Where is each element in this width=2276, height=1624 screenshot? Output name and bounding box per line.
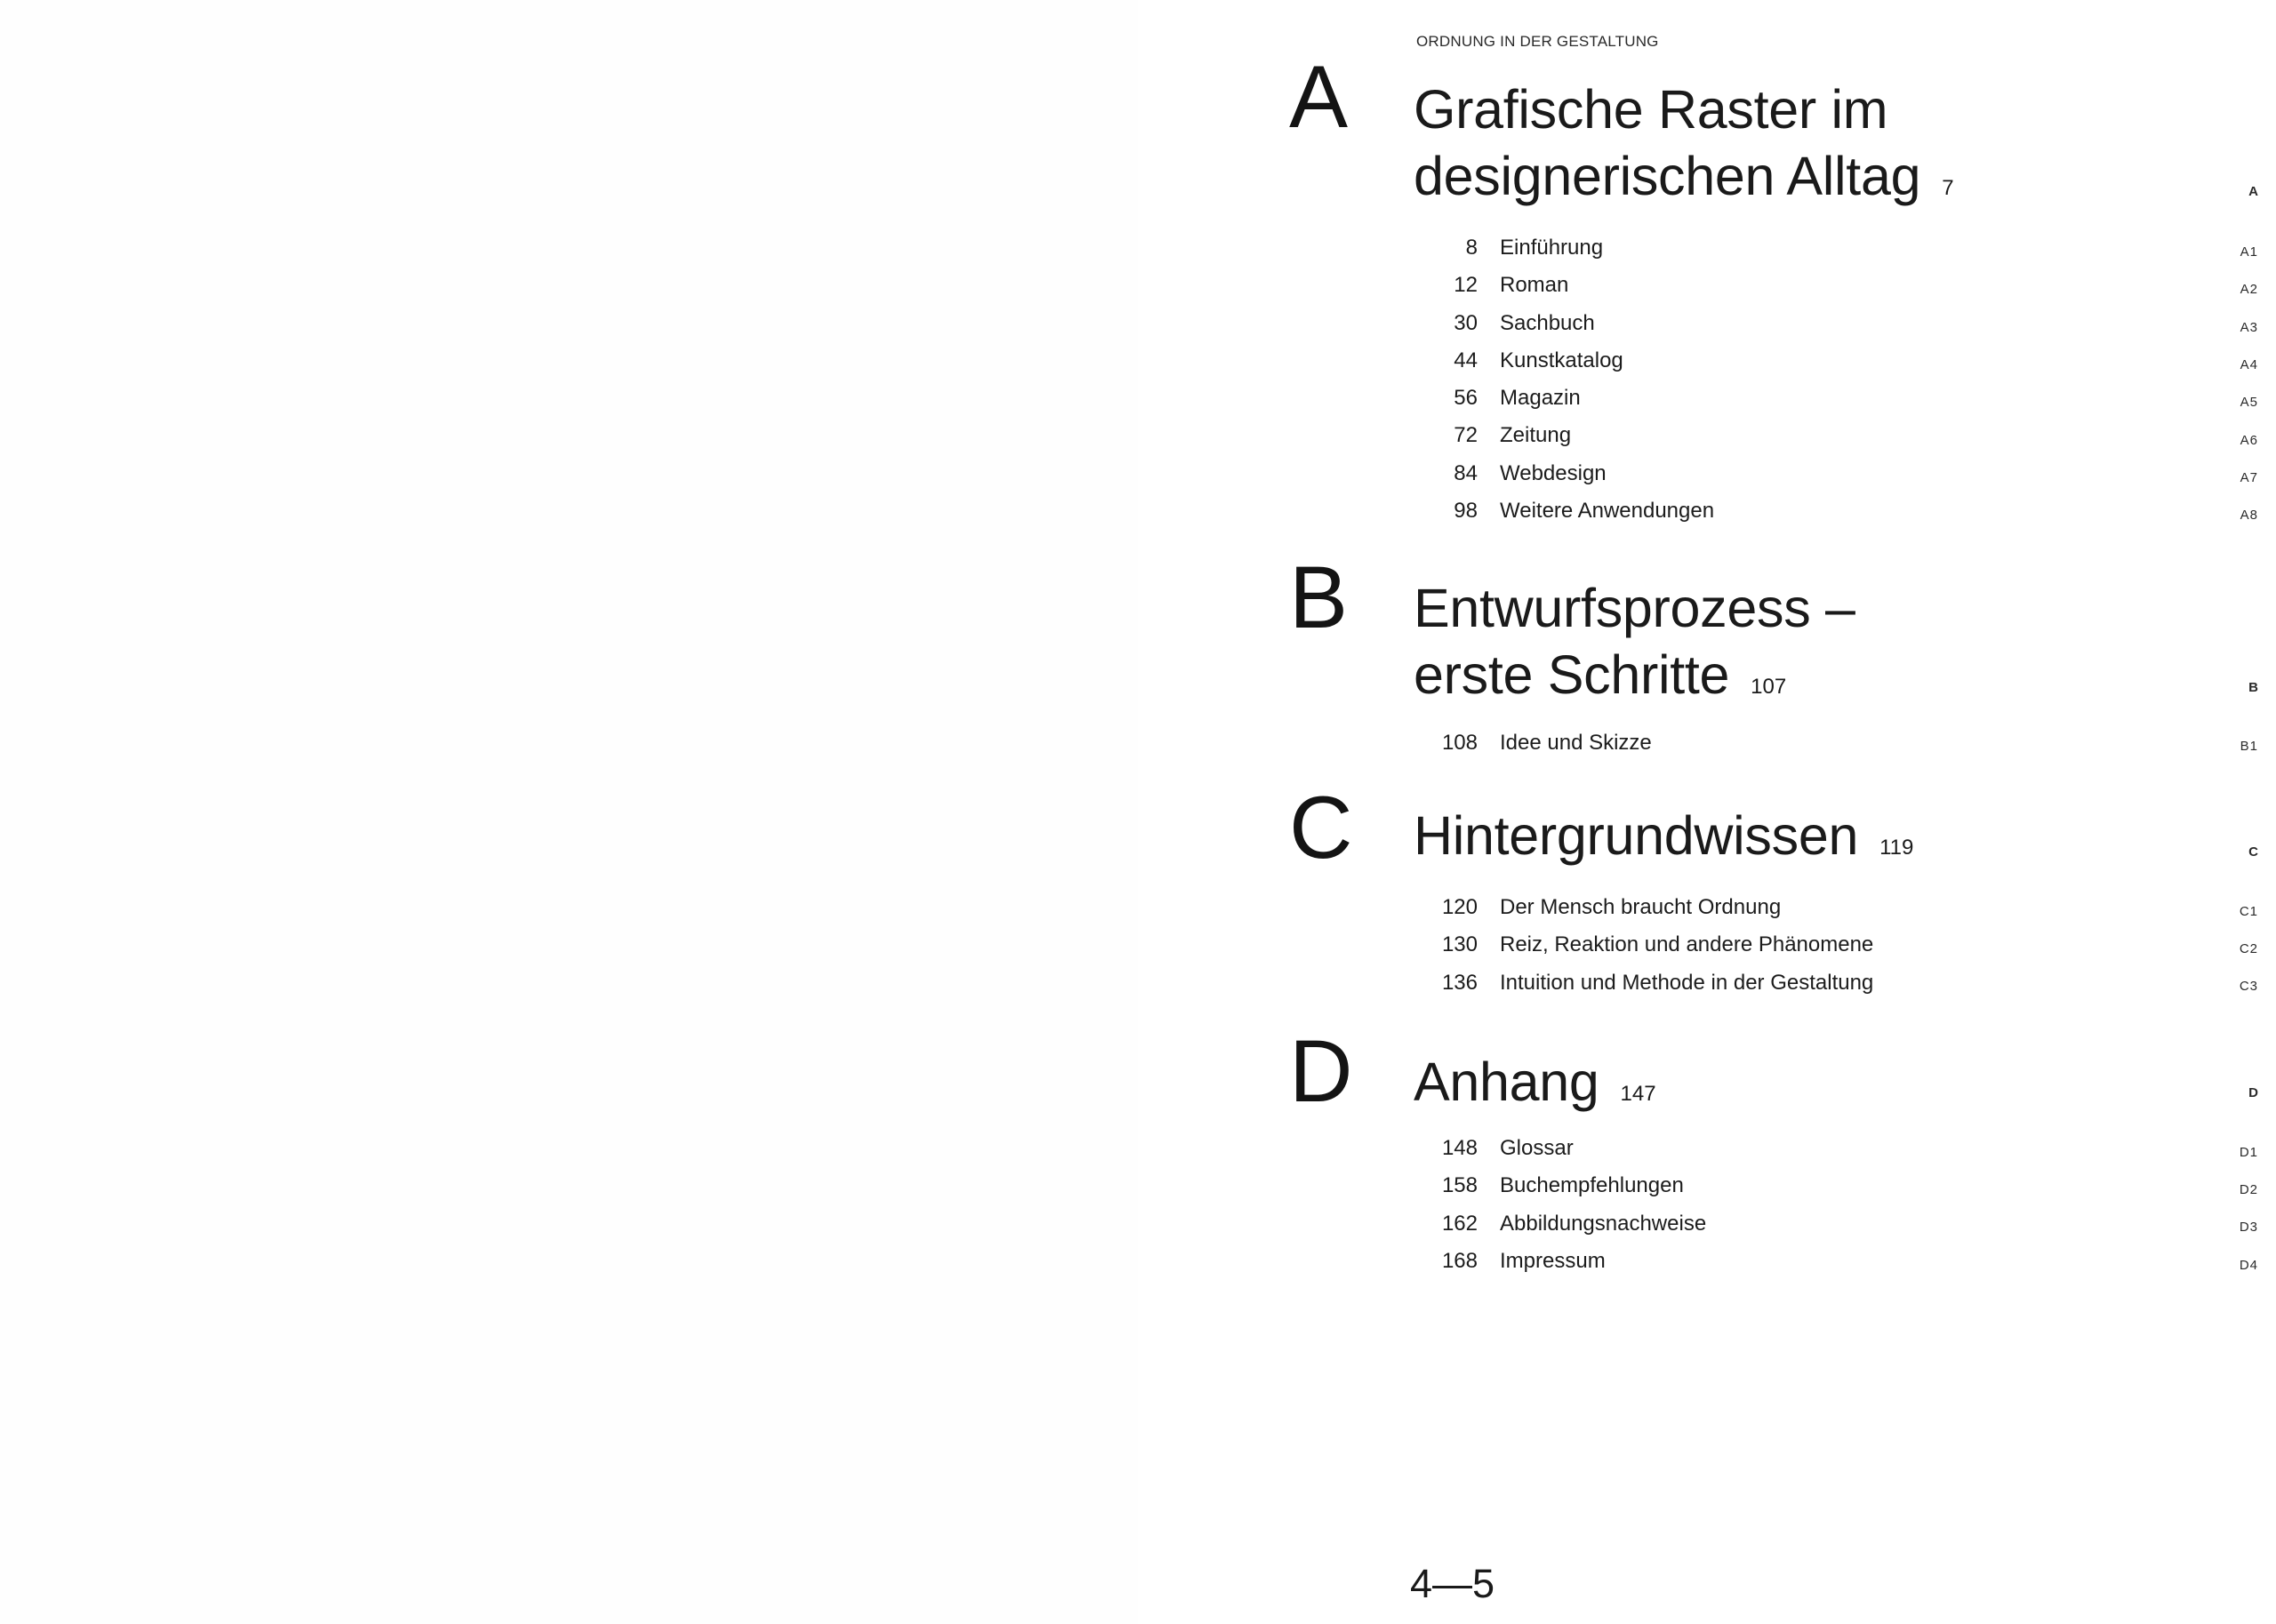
margin-code-a8: A8 xyxy=(2240,508,2258,523)
toc-entry[interactable] xyxy=(1387,267,2276,304)
section-title-b-line-2-text: erste Schritte xyxy=(1414,644,1730,705)
section-letter-c: C xyxy=(1289,778,1353,876)
section-title-a-line-2-text: designerischen Alltag xyxy=(1414,146,1921,206)
entry-list-a xyxy=(1387,229,2276,530)
section-title-c-text: Hintergrundwissen xyxy=(1414,805,1859,866)
entry-list-d xyxy=(1387,1130,2276,1280)
entry-page: 84 xyxy=(1454,460,1478,485)
toc-entry[interactable] xyxy=(1387,926,2276,964)
margin-code-a3: A3 xyxy=(2240,320,2258,335)
section-page-ref-a: 7 xyxy=(1942,176,1954,200)
entry-label: Sachbuch xyxy=(1500,310,1595,335)
toc-entry[interactable] xyxy=(1387,964,2276,1002)
section-title-a-line-2 xyxy=(1414,143,1954,221)
toc-entry[interactable] xyxy=(1387,889,2276,926)
entry-label: Weitere Anwendungen xyxy=(1500,499,1715,524)
section-page-ref-b: 107 xyxy=(1751,675,1787,699)
margin-code-a4: A4 xyxy=(2240,357,2258,372)
toc-entry[interactable] xyxy=(1387,380,2276,417)
entry-page: 130 xyxy=(1441,932,1478,957)
page-number-folio: 4—5 xyxy=(1410,1561,1495,1606)
entry-page: 30 xyxy=(1454,310,1478,335)
margin-code-a: A xyxy=(2248,184,2258,199)
toc-entry[interactable] xyxy=(1387,229,2276,267)
section-title-d-line-1 xyxy=(1414,1049,1656,1127)
section-title-a-line-1: Grafische Raster im xyxy=(1414,79,1888,140)
toc-entry[interactable] xyxy=(1387,1130,2276,1167)
entry-page: 158 xyxy=(1441,1173,1478,1198)
section-title-a xyxy=(1414,76,1954,221)
margin-code-a6: A6 xyxy=(2240,433,2258,448)
entry-label: Glossar xyxy=(1500,1136,1574,1160)
section-title-b-line-2 xyxy=(1414,642,1855,720)
margin-code-a7: A7 xyxy=(2240,470,2258,485)
toc-entry[interactable] xyxy=(1387,1167,2276,1204)
margin-code-d3: D3 xyxy=(2239,1220,2258,1235)
section-page-ref-d: 147 xyxy=(1620,1082,1656,1106)
section-title-d xyxy=(1414,1049,1656,1127)
section-title-d-text: Anhang xyxy=(1414,1052,1599,1112)
entry-label: Intuition und Methode in der Gestaltung xyxy=(1500,970,1874,995)
entry-list-b xyxy=(1387,724,2276,762)
section-letter-b: B xyxy=(1289,548,1349,646)
section-letter-a: A xyxy=(1289,47,1349,146)
entry-label: Einführung xyxy=(1500,236,1604,260)
entry-label: Kunstkatalog xyxy=(1500,348,1623,372)
toc-entry[interactable] xyxy=(1387,417,2276,454)
margin-code-d2: D2 xyxy=(2239,1182,2258,1197)
entry-page: 56 xyxy=(1454,386,1478,411)
margin-code-b1: B1 xyxy=(2240,739,2258,754)
running-head: ORDNUNG IN DER GESTALTUNG xyxy=(1416,33,1659,50)
entry-label: Reiz, Reaktion und andere Phänomene xyxy=(1500,932,1874,957)
toc-entry[interactable] xyxy=(1387,724,2276,762)
toc-entry[interactable] xyxy=(1387,1243,2276,1280)
section-letter-d: D xyxy=(1289,1021,1353,1120)
margin-code-a1: A1 xyxy=(2240,244,2258,260)
toc-entry[interactable] xyxy=(1387,455,2276,492)
entry-label: Roman xyxy=(1500,273,1569,298)
toc-entry[interactable] xyxy=(1387,1205,2276,1243)
entry-page: 44 xyxy=(1454,348,1478,372)
entry-page: 162 xyxy=(1441,1211,1478,1236)
margin-code-c2: C2 xyxy=(2239,941,2258,956)
margin-code-b: B xyxy=(2248,680,2258,695)
entry-label: Buchempfehlungen xyxy=(1500,1173,1684,1198)
section-title-c-line-1 xyxy=(1414,803,1913,881)
entry-page: 148 xyxy=(1441,1136,1478,1160)
margin-code-c1: C1 xyxy=(2239,904,2258,919)
section-title-b xyxy=(1414,575,1855,720)
entry-list-c xyxy=(1387,889,2276,1002)
margin-code-c3: C3 xyxy=(2239,979,2258,994)
entry-label: Magazin xyxy=(1500,386,1581,411)
margin-code-d: D xyxy=(2248,1085,2258,1100)
margin-code-c: C xyxy=(2248,844,2258,860)
toc-entry[interactable] xyxy=(1387,492,2276,530)
entry-page: 98 xyxy=(1454,499,1478,524)
margin-code-a2: A2 xyxy=(2240,282,2258,297)
entry-label: Der Mensch braucht Ordnung xyxy=(1500,895,1782,919)
toc-entry[interactable] xyxy=(1387,305,2276,342)
entry-page: 12 xyxy=(1454,273,1478,298)
section-title-b-line-1: Entwurfsprozess – xyxy=(1414,578,1855,638)
entry-label: Impressum xyxy=(1500,1248,1606,1273)
margin-code-a5: A5 xyxy=(2240,395,2258,410)
entry-page: 120 xyxy=(1441,895,1478,919)
entry-label: Webdesign xyxy=(1500,460,1607,485)
entry-page: 108 xyxy=(1441,731,1478,755)
entry-page: 8 xyxy=(1465,236,1478,260)
entry-label: Zeitung xyxy=(1500,423,1572,448)
section-title-c xyxy=(1414,803,1913,881)
entry-page: 72 xyxy=(1454,423,1478,448)
entry-page: 136 xyxy=(1441,970,1478,995)
toc-entry[interactable] xyxy=(1387,342,2276,380)
entry-label: Idee und Skizze xyxy=(1500,731,1652,755)
margin-code-d1: D1 xyxy=(2239,1145,2258,1160)
entry-label: Abbildungsnachweise xyxy=(1500,1211,1707,1236)
margin-code-d4: D4 xyxy=(2239,1258,2258,1273)
entry-page: 168 xyxy=(1441,1248,1478,1273)
section-page-ref-c: 119 xyxy=(1879,836,1914,860)
